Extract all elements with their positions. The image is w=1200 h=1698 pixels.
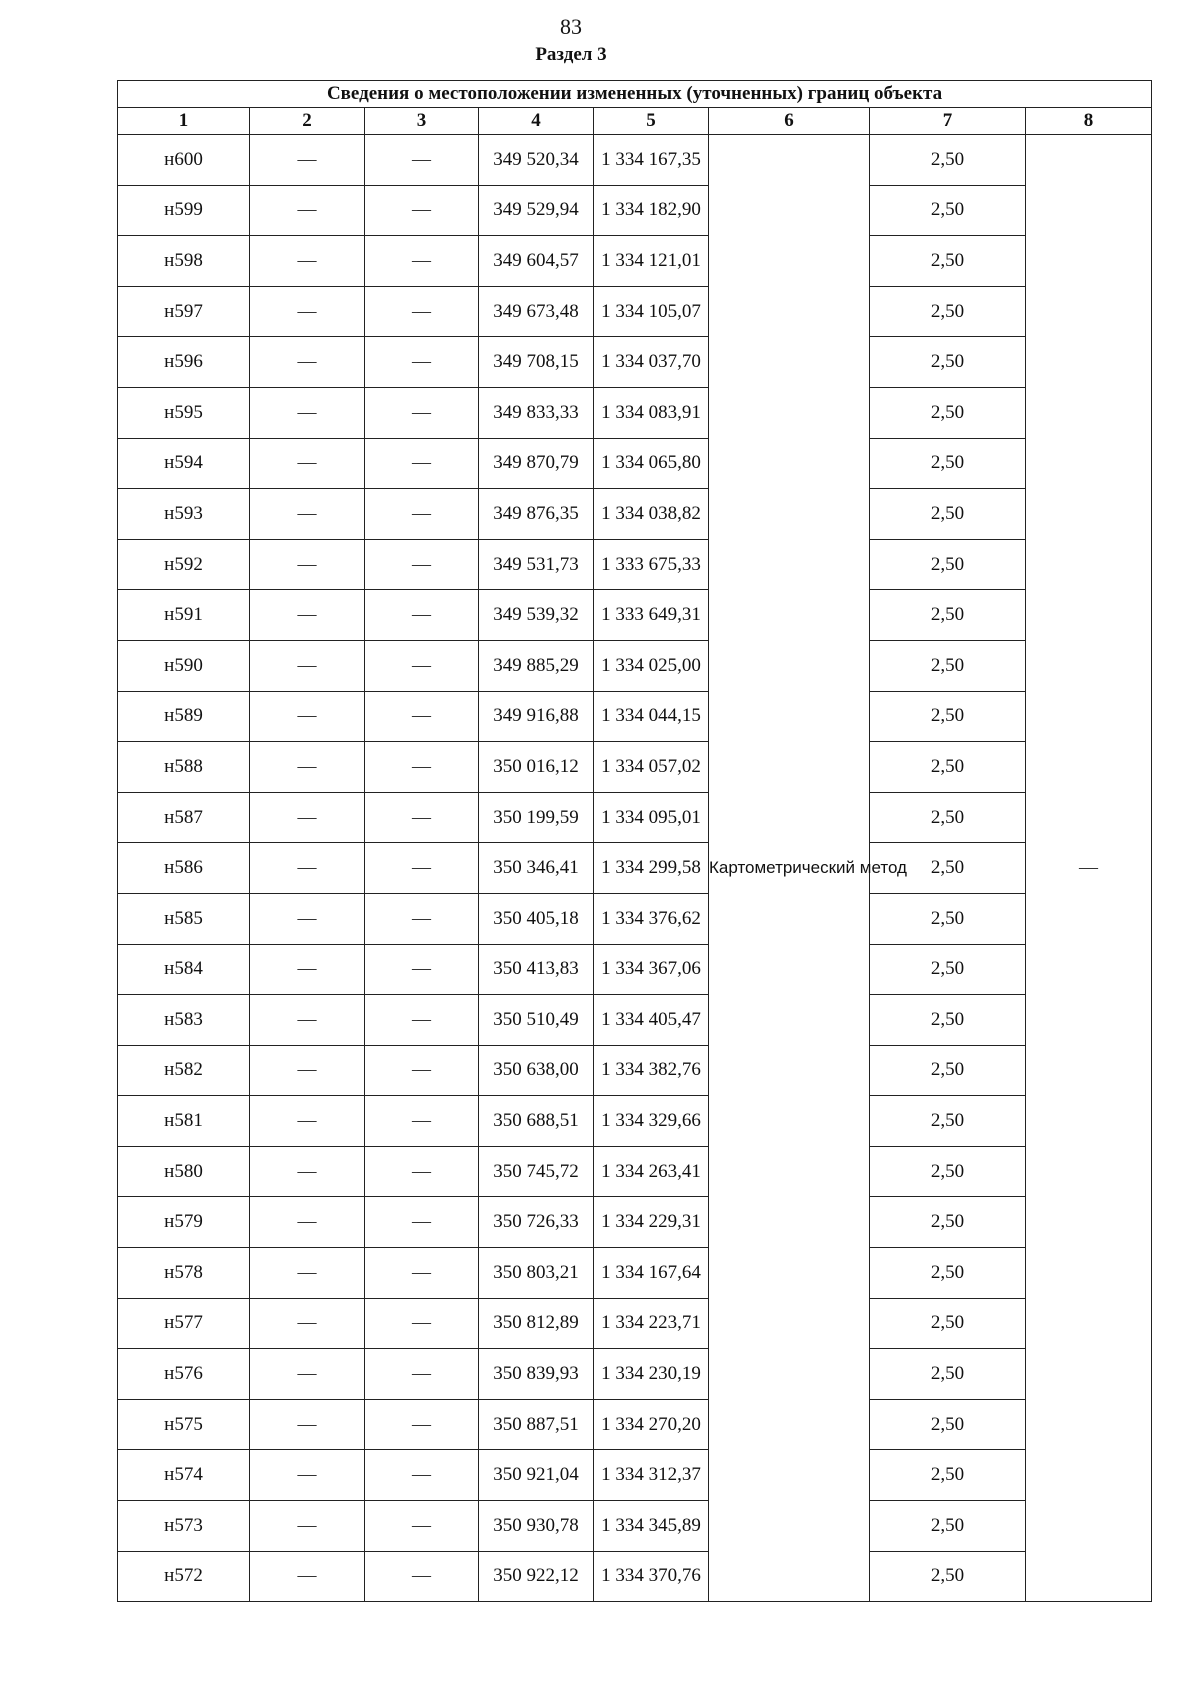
- y-coordinate-cell: 1 334 182,90: [594, 185, 709, 236]
- column-3-cell: —: [365, 387, 479, 438]
- column-2-cell: —: [250, 489, 365, 540]
- column-2-cell: —: [250, 995, 365, 1046]
- y-coordinate-cell: 1 333 675,33: [594, 539, 709, 590]
- x-coordinate-cell: 349 833,33: [479, 387, 594, 438]
- point-id-cell: н597: [118, 286, 250, 337]
- column-number: 4: [479, 108, 594, 135]
- column-2-cell: —: [250, 843, 365, 894]
- accuracy-cell: 2,50: [870, 236, 1026, 287]
- page-number: 83: [560, 14, 582, 39]
- accuracy-cell: 2,50: [870, 1298, 1026, 1349]
- y-coordinate-cell: 1 334 230,19: [594, 1349, 709, 1400]
- x-coordinate-cell: 349 876,35: [479, 489, 594, 540]
- y-coordinate-cell: 1 334 329,66: [594, 1096, 709, 1147]
- column-8-cell: —: [1026, 135, 1152, 1602]
- table-row: [118, 185, 1152, 236]
- x-coordinate-cell: 349 673,48: [479, 286, 594, 337]
- column-2-cell: —: [250, 792, 365, 843]
- x-coordinate-cell: 350 346,41: [479, 843, 594, 894]
- accuracy-cell: 2,50: [870, 286, 1026, 337]
- x-coordinate-cell: 350 812,89: [479, 1298, 594, 1349]
- column-number: 5: [594, 108, 709, 135]
- column-number: 6: [709, 108, 870, 135]
- point-id-cell: н589: [118, 691, 250, 742]
- column-3-cell: —: [365, 944, 479, 995]
- table-row: [118, 438, 1152, 489]
- y-coordinate-cell: 1 334 376,62: [594, 893, 709, 944]
- accuracy-cell: 2,50: [870, 843, 1026, 894]
- method-cell: Картометрический метод: [709, 135, 870, 1602]
- table-row: [118, 944, 1152, 995]
- x-coordinate-cell: 349 870,79: [479, 438, 594, 489]
- x-coordinate-cell: 350 413,83: [479, 944, 594, 995]
- x-coordinate-cell: 350 745,72: [479, 1146, 594, 1197]
- column-2-cell: —: [250, 691, 365, 742]
- point-id-cell: н590: [118, 640, 250, 691]
- point-id-cell: н599: [118, 185, 250, 236]
- y-coordinate-cell: 1 334 044,15: [594, 691, 709, 742]
- x-coordinate-cell: 350 930,78: [479, 1501, 594, 1552]
- column-2-cell: —: [250, 1045, 365, 1096]
- accuracy-cell: 2,50: [870, 1501, 1026, 1552]
- table-row: [118, 539, 1152, 590]
- accuracy-cell: 2,50: [870, 185, 1026, 236]
- column-3-cell: —: [365, 640, 479, 691]
- accuracy-cell: 2,50: [870, 640, 1026, 691]
- x-coordinate-cell: 350 921,04: [479, 1450, 594, 1501]
- y-coordinate-cell: 1 334 025,00: [594, 640, 709, 691]
- y-coordinate-cell: 1 334 263,41: [594, 1146, 709, 1197]
- point-id-cell: н573: [118, 1501, 250, 1552]
- column-2-cell: —: [250, 1096, 365, 1147]
- point-id-cell: н598: [118, 236, 250, 287]
- column-2-cell: —: [250, 893, 365, 944]
- column-3-cell: —: [365, 489, 479, 540]
- point-id-cell: н582: [118, 1045, 250, 1096]
- x-coordinate-cell: 350 638,00: [479, 1045, 594, 1096]
- column-3-cell: —: [365, 236, 479, 287]
- column-3-cell: —: [365, 590, 479, 641]
- column-3-cell: —: [365, 1045, 479, 1096]
- y-coordinate-cell: 1 334 229,31: [594, 1197, 709, 1248]
- table-row: [118, 742, 1152, 793]
- column-2-cell: —: [250, 1551, 365, 1602]
- column-3-cell: —: [365, 742, 479, 793]
- boundary-coordinates-table: [117, 80, 1152, 1602]
- x-coordinate-cell: 349 885,29: [479, 640, 594, 691]
- y-coordinate-cell: 1 334 405,47: [594, 995, 709, 1046]
- x-coordinate-cell: 349 604,57: [479, 236, 594, 287]
- table-row: [118, 792, 1152, 843]
- accuracy-cell: 2,50: [870, 387, 1026, 438]
- column-3-cell: —: [365, 539, 479, 590]
- table-row: [118, 1349, 1152, 1400]
- point-id-cell: н588: [118, 742, 250, 793]
- table-row: [118, 843, 1152, 894]
- accuracy-cell: 2,50: [870, 1146, 1026, 1197]
- accuracy-cell: 2,50: [870, 742, 1026, 793]
- column-2-cell: —: [250, 1298, 365, 1349]
- column-3-cell: —: [365, 135, 479, 186]
- x-coordinate-cell: 350 199,59: [479, 792, 594, 843]
- y-coordinate-cell: 1 334 038,82: [594, 489, 709, 540]
- column-3-cell: —: [365, 1248, 479, 1299]
- column-2-cell: —: [250, 742, 365, 793]
- accuracy-cell: 2,50: [870, 893, 1026, 944]
- column-number: 7: [870, 108, 1026, 135]
- x-coordinate-cell: 349 531,73: [479, 539, 594, 590]
- point-id-cell: н585: [118, 893, 250, 944]
- column-3-cell: —: [365, 1146, 479, 1197]
- point-id-cell: н576: [118, 1349, 250, 1400]
- point-id-cell: н574: [118, 1450, 250, 1501]
- point-id-cell: н587: [118, 792, 250, 843]
- accuracy-cell: 2,50: [870, 792, 1026, 843]
- accuracy-cell: 2,50: [870, 995, 1026, 1046]
- point-id-cell: н581: [118, 1096, 250, 1147]
- y-coordinate-cell: 1 334 095,01: [594, 792, 709, 843]
- column-3-cell: —: [365, 438, 479, 489]
- point-id-cell: н578: [118, 1248, 250, 1299]
- y-coordinate-cell: 1 334 382,76: [594, 1045, 709, 1096]
- accuracy-cell: 2,50: [870, 590, 1026, 641]
- accuracy-cell: 2,50: [870, 1551, 1026, 1602]
- point-id-cell: н584: [118, 944, 250, 995]
- column-3-cell: —: [365, 843, 479, 894]
- point-id-cell: н583: [118, 995, 250, 1046]
- table-row: [118, 1248, 1152, 1299]
- column-2-cell: —: [250, 539, 365, 590]
- column-2-cell: —: [250, 337, 365, 388]
- table-row: [118, 590, 1152, 641]
- point-id-cell: н580: [118, 1146, 250, 1197]
- table-row: [118, 640, 1152, 691]
- column-2-cell: —: [250, 236, 365, 287]
- y-coordinate-cell: 1 333 649,31: [594, 590, 709, 641]
- accuracy-cell: 2,50: [870, 337, 1026, 388]
- x-coordinate-cell: 350 887,51: [479, 1399, 594, 1450]
- x-coordinate-cell: 349 916,88: [479, 691, 594, 742]
- table-row: [118, 387, 1152, 438]
- table-row: [118, 1399, 1152, 1450]
- table-caption: Сведения о местоположении измененных (уточненных) границ объекта: [118, 81, 1152, 108]
- x-coordinate-cell: 350 688,51: [479, 1096, 594, 1147]
- table-row: [118, 1450, 1152, 1501]
- y-coordinate-cell: 1 334 037,70: [594, 337, 709, 388]
- point-id-cell: н592: [118, 539, 250, 590]
- table-row: [118, 1501, 1152, 1552]
- column-number-row: [118, 108, 1152, 135]
- y-coordinate-cell: 1 334 312,37: [594, 1450, 709, 1501]
- column-3-cell: —: [365, 1298, 479, 1349]
- table-row: [118, 893, 1152, 944]
- column-3-cell: —: [365, 337, 479, 388]
- x-coordinate-cell: 350 839,93: [479, 1349, 594, 1400]
- column-3-cell: —: [365, 691, 479, 742]
- table-row: [118, 1045, 1152, 1096]
- column-3-cell: —: [365, 1501, 479, 1552]
- table-row: [118, 135, 1152, 186]
- column-number: 2: [250, 108, 365, 135]
- x-coordinate-cell: 349 529,94: [479, 185, 594, 236]
- column-3-cell: —: [365, 893, 479, 944]
- y-coordinate-cell: 1 334 167,64: [594, 1248, 709, 1299]
- table-row: [118, 489, 1152, 540]
- accuracy-cell: 2,50: [870, 1096, 1026, 1147]
- y-coordinate-cell: 1 334 345,89: [594, 1501, 709, 1552]
- x-coordinate-cell: 349 539,32: [479, 590, 594, 641]
- column-2-cell: —: [250, 590, 365, 641]
- y-coordinate-cell: 1 334 370,76: [594, 1551, 709, 1602]
- column-2-cell: —: [250, 1248, 365, 1299]
- column-2-cell: —: [250, 387, 365, 438]
- y-coordinate-cell: 1 334 083,91: [594, 387, 709, 438]
- accuracy-cell: 2,50: [870, 1045, 1026, 1096]
- accuracy-cell: 2,50: [870, 1248, 1026, 1299]
- accuracy-cell: 2,50: [870, 489, 1026, 540]
- table-row: [118, 1146, 1152, 1197]
- accuracy-cell: 2,50: [870, 135, 1026, 186]
- table-row: [118, 1298, 1152, 1349]
- column-3-cell: —: [365, 1096, 479, 1147]
- y-coordinate-cell: 1 334 057,02: [594, 742, 709, 793]
- x-coordinate-cell: 350 405,18: [479, 893, 594, 944]
- y-coordinate-cell: 1 334 223,71: [594, 1298, 709, 1349]
- column-2-cell: —: [250, 640, 365, 691]
- y-coordinate-cell: 1 334 299,58: [594, 843, 709, 894]
- point-id-cell: н596: [118, 337, 250, 388]
- table-row: [118, 1096, 1152, 1147]
- point-id-cell: н575: [118, 1399, 250, 1450]
- column-number: 8: [1026, 108, 1152, 135]
- column-3-cell: —: [365, 286, 479, 337]
- x-coordinate-cell: 350 726,33: [479, 1197, 594, 1248]
- column-number: 3: [365, 108, 479, 135]
- point-id-cell: н600: [118, 135, 250, 186]
- x-coordinate-cell: 349 708,15: [479, 337, 594, 388]
- x-coordinate-cell: 350 016,12: [479, 742, 594, 793]
- x-coordinate-cell: 350 922,12: [479, 1551, 594, 1602]
- accuracy-cell: 2,50: [870, 539, 1026, 590]
- column-2-cell: —: [250, 1197, 365, 1248]
- column-2-cell: —: [250, 1501, 365, 1552]
- point-id-cell: н577: [118, 1298, 250, 1349]
- section-title: Раздел 3: [535, 44, 607, 65]
- y-coordinate-cell: 1 334 121,01: [594, 236, 709, 287]
- column-3-cell: —: [365, 185, 479, 236]
- accuracy-cell: 2,50: [870, 1450, 1026, 1501]
- point-id-cell: н579: [118, 1197, 250, 1248]
- accuracy-cell: 2,50: [870, 1399, 1026, 1450]
- table-row: [118, 1551, 1152, 1602]
- column-3-cell: —: [365, 1349, 479, 1400]
- table-row: [118, 286, 1152, 337]
- x-coordinate-cell: 350 803,21: [479, 1248, 594, 1299]
- column-3-cell: —: [365, 792, 479, 843]
- y-coordinate-cell: 1 334 270,20: [594, 1399, 709, 1450]
- point-id-cell: н593: [118, 489, 250, 540]
- accuracy-cell: 2,50: [870, 438, 1026, 489]
- y-coordinate-cell: 1 334 065,80: [594, 438, 709, 489]
- column-2-cell: —: [250, 1399, 365, 1450]
- accuracy-cell: 2,50: [870, 1197, 1026, 1248]
- table-row: [118, 691, 1152, 742]
- column-3-cell: —: [365, 1551, 479, 1602]
- point-id-cell: н586: [118, 843, 250, 894]
- table-row: [118, 236, 1152, 287]
- column-2-cell: —: [250, 1146, 365, 1197]
- column-number: 1: [118, 108, 250, 135]
- y-coordinate-cell: 1 334 367,06: [594, 944, 709, 995]
- column-2-cell: —: [250, 135, 365, 186]
- accuracy-cell: 2,50: [870, 944, 1026, 995]
- column-2-cell: —: [250, 944, 365, 995]
- column-3-cell: —: [365, 1197, 479, 1248]
- x-coordinate-cell: 350 510,49: [479, 995, 594, 1046]
- column-2-cell: —: [250, 438, 365, 489]
- y-coordinate-cell: 1 334 167,35: [594, 135, 709, 186]
- x-coordinate-cell: 349 520,34: [479, 135, 594, 186]
- column-2-cell: —: [250, 1450, 365, 1501]
- table-row: [118, 1197, 1152, 1248]
- column-3-cell: —: [365, 1450, 479, 1501]
- accuracy-cell: 2,50: [870, 1349, 1026, 1400]
- y-coordinate-cell: 1 334 105,07: [594, 286, 709, 337]
- table-body: [118, 135, 1152, 1602]
- point-id-cell: н572: [118, 1551, 250, 1602]
- column-2-cell: —: [250, 185, 365, 236]
- column-2-cell: —: [250, 286, 365, 337]
- table-row: [118, 995, 1152, 1046]
- point-id-cell: н594: [118, 438, 250, 489]
- column-2-cell: —: [250, 1349, 365, 1400]
- table-row: [118, 337, 1152, 388]
- accuracy-cell: 2,50: [870, 691, 1026, 742]
- point-id-cell: н595: [118, 387, 250, 438]
- column-3-cell: —: [365, 1399, 479, 1450]
- column-3-cell: —: [365, 995, 479, 1046]
- point-id-cell: н591: [118, 590, 250, 641]
